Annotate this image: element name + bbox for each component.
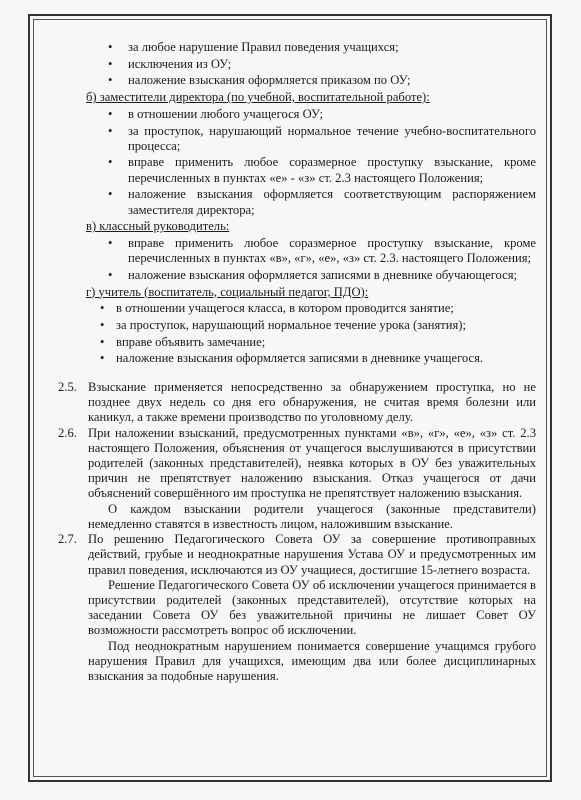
bullet-icon: •: [108, 155, 113, 170]
list-item: • за любое нарушение Правил поведения учащихся;: [108, 40, 399, 54]
paragraph-2-7-cont: Под неоднократным нарушением понимается совершение учащимся грубого нарушения Правил для учащихся, имеющим два или более дисциплинарных взыскания за подобные нарушения.: [88, 638, 536, 683]
bullet-icon: •: [100, 334, 105, 349]
bullet-icon: •: [108, 73, 113, 88]
paragraph-number: 2.5.: [58, 380, 77, 395]
section-heading-c: в) классный руководитель:: [86, 219, 230, 234]
bullet-icon: •: [100, 301, 105, 316]
list-item: • наложение взыскания оформляется записями в дневнике обучающегося;: [108, 267, 518, 282]
list-item: • наложение взыскания оформляется приказом по ОУ;: [108, 73, 411, 88]
list-item: • вправе применить любое соразмерное проступку взыскание, кроме перечисленных в пунктах «в», «г», «е», «з» ст. 2.3. настоящего Положения;: [108, 235, 536, 266]
document-content: [58, 40, 536, 684]
paragraph-2-5: 2.5. Взыскание применяется непосредственно за обнаружением проступка, но не позднее двух недель со дня его обнаружения, не считая время болезни или каникул, а также времени производство по уголовному делу.: [58, 380, 536, 425]
paragraph-number: 2.6.: [58, 425, 77, 440]
bullet-icon: •: [100, 351, 105, 366]
bullet-icon: •: [100, 317, 105, 332]
bullet-icon: •: [108, 267, 113, 282]
list-item: • наложение взыскания оформляется соответствующим распоряжением заместителя директора;: [108, 187, 536, 217]
bullet-icon: •: [108, 40, 113, 54]
list-item: • за проступок, нарушающий нормальное течение учебно-воспитательного процесса;: [108, 123, 536, 153]
section-heading-d: г) учитель (воспитатель, социальный педагог, ПДО):: [86, 284, 369, 299]
bullet-icon: •: [108, 56, 113, 71]
paragraph-2-7-cont: Решение Педагогического Совета ОУ об исключении учащегося принимается в присутствии родителей (законных представителей), отсутствие которых на заседании Совета ОУ без уважительной причины не лишает Совет ОУ возможности рассмотреть вопрос об исключении.: [88, 577, 536, 638]
list-item: • вправе применить любое соразмерное проступку взыскание, кроме перечисленных в пунктах «е» - «з» ст. 2.3 настоящего Положения;: [108, 155, 536, 185]
list-item: • за проступок, нарушающий нормальное течение урока (занятия);: [100, 317, 466, 332]
list-item: • в отношении любого учащегося ОУ;: [108, 106, 323, 121]
bullet-icon: •: [108, 187, 113, 202]
bullet-icon: •: [108, 106, 113, 121]
section-heading-b: б) заместители директора (по учебной, воспитательной работе):: [86, 90, 430, 105]
list-item: • исключения из ОУ;: [108, 56, 232, 71]
bullet-icon: •: [108, 123, 113, 138]
paragraph-2-6: 2.6. При наложении взысканий, предусмотренных пунктами «в», «г», «е», «з» ст. 2.3 настоящего Положения, объяснения от учащегося выслушиваются в присутствии родителей (законных представителей), неявка которых в ОУ без уважительных причин не препятствует наложению взыскания. Отказ учащегося от дачи объяснений совершённого им проступка не препятствует наложению взыскания.: [58, 425, 536, 501]
bullet-icon: •: [108, 235, 113, 250]
paragraph-2-7: 2.7. По решению Педагогического Совета ОУ за совершение противоправных действий, грубые и неоднократные нарушения Устава ОУ и предусмотренных им правил поведения, исключаются из ОУ учащиеся, достигшие 15-летнего возраста.: [58, 532, 536, 577]
list-item: • вправе объявить замечание;: [100, 334, 266, 349]
list-item: • наложение взыскания оформляется записями в дневнике учащегося.: [100, 351, 484, 366]
paragraph-2-6-cont: О каждом взыскании родители учащегося (законные представители) немедленно ставятся в известность лицом, наложившим взыскание.: [88, 501, 536, 531]
list-item: • в отношении учащегося класса, в котором проводится занятие;: [100, 301, 454, 316]
paragraph-number: 2.7.: [58, 532, 77, 547]
